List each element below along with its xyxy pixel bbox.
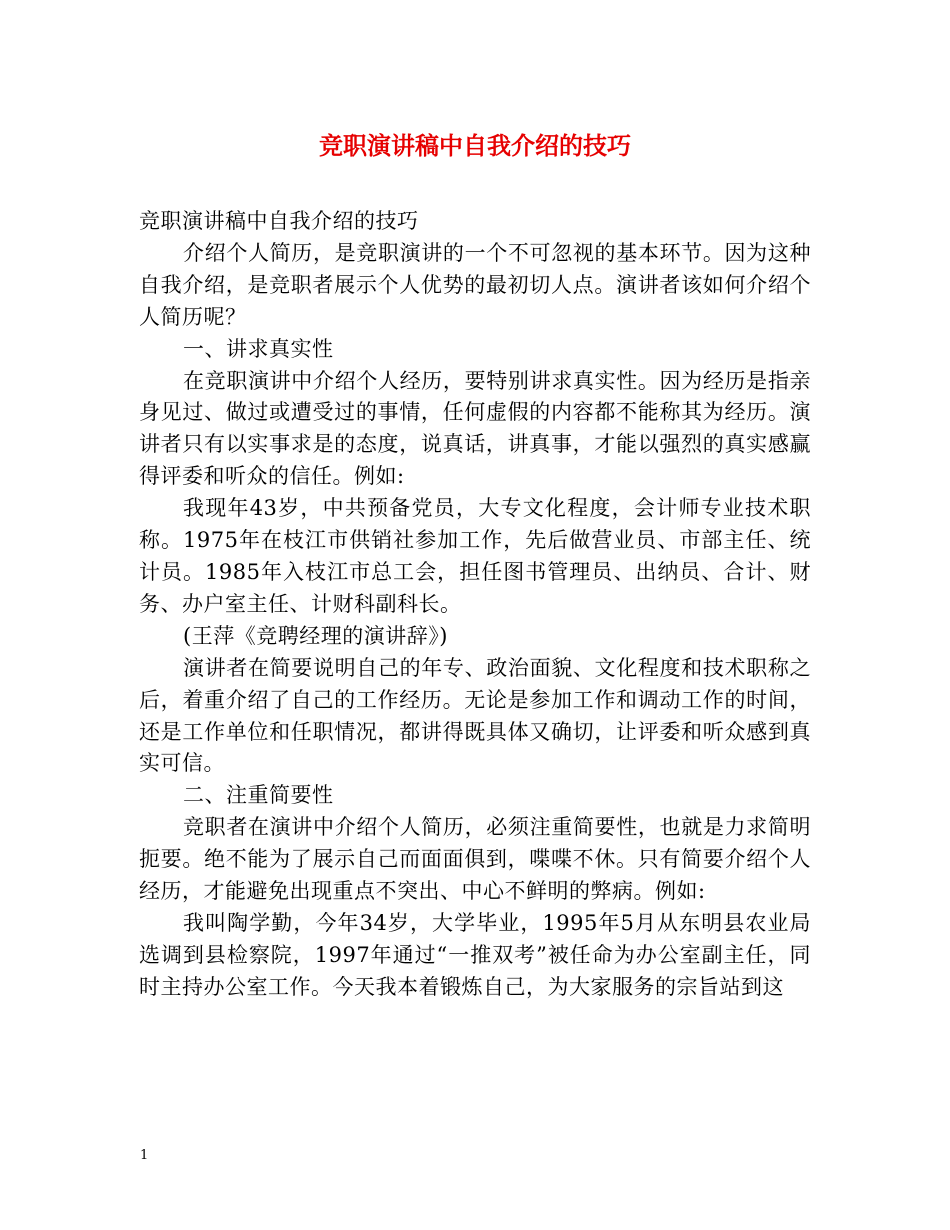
paragraph: 在竞职演讲中介绍个人经历，要特别讲求真实性。因为经历是指亲身见过、做过或遭受过的事情，任何虚假的内容都不能称其为经历。演讲者只有以实事求是的态度，说真话，讲真事，才能以强烈的真实感赢得评委和听众的信任。例如: xyxy=(139,368,811,489)
paragraph: 我现年43岁，中共预备党员，大专文化程度，会计师专业技术职称。1975年在枝江市供销社参加工作，先后做营业员、市部主任、统计员。1985年入枝江市总工会，担任图书管理员、出纳员、合计、财务、办户室主任、计财科副科长。 xyxy=(139,496,811,616)
page-title: 竞职演讲稿中自我介绍的技巧 xyxy=(319,131,631,160)
paragraph: 二、注重简要性 xyxy=(183,783,334,808)
paragraph: 竞职演讲稿中自我介绍的技巧 xyxy=(139,209,419,233)
paragraph: 一、讲求真实性 xyxy=(183,336,334,361)
paragraph: 演讲者在简要说明自己的年专、政治面貌、文化程度和技术职称之后，着重介绍了自己的工作经历。无论是参加工作和调动工作的时间，还是工作单位和任职情况，都讲得既具体又确切，让评委和听众感到真实可信。 xyxy=(139,655,811,776)
paragraph: 竞职者在演讲中介绍个人简历，必须注重简要性，也就是力求简明扼要。绝不能为了展示自己而面面俱到，喋喋不休。只有简要介绍个人经历，才能避免出现重点不突出、中心不鲜明的弊病。例如: xyxy=(139,815,811,904)
paragraph: (王萍《竞聘经理的演讲辞》) xyxy=(183,623,448,648)
document-body xyxy=(139,206,811,1004)
paragraph: 介绍个人简历，是竞职演讲的一个不可忽视的基本环节。因为这种自我介绍，是竞职者展示个人优势的最初切人点。演讲者该如何介绍个人简历呢？ xyxy=(139,240,811,329)
paragraph: 我叫陶学勤，今年34岁，大学毕业，1995年5月从东明县农业局选调到县检察院，1997年通过“一推双考”被任命为办公室副主任，同时主持办公室工作。今天我本着锻炼自己，为大家服务的宗旨站到这 xyxy=(139,910,811,999)
page-number: 1 xyxy=(140,1148,149,1163)
